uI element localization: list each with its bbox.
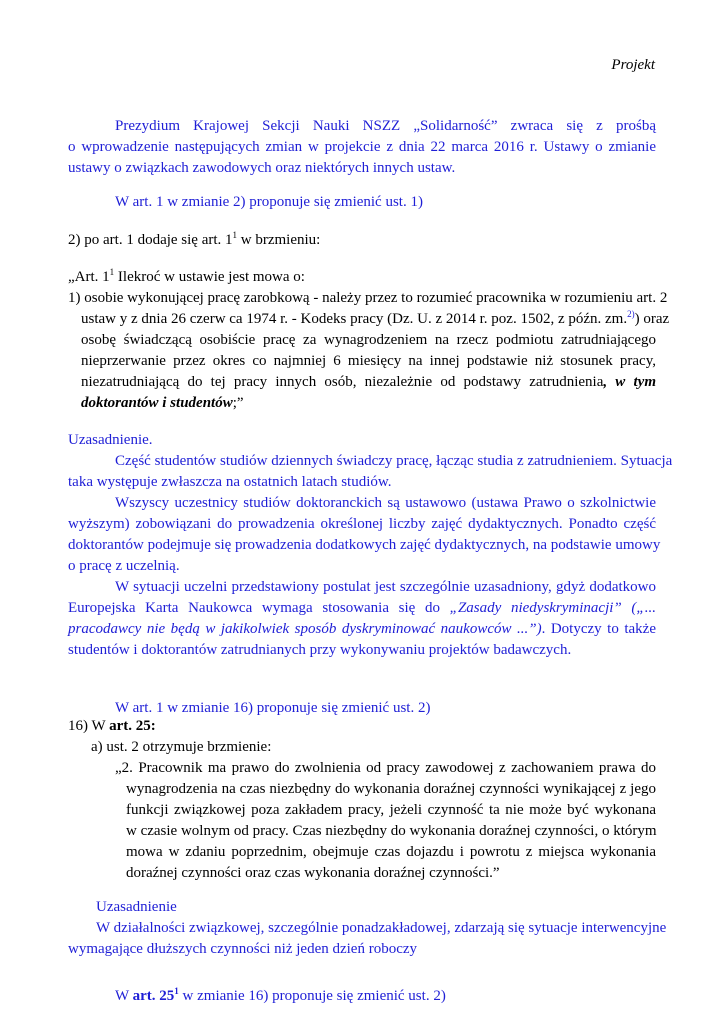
intro-line-3: ustawy o związkach zawodowych oraz niektórych innych ustaw.: [68, 160, 456, 176]
art-1-1-point-1-line-5: niezatrudniającą do tej pracy innych osób, niezależnie od podstawy zatrudnienia, w tym: [81, 374, 657, 390]
justification-1-title: Uzasadnienie.: [68, 432, 153, 448]
art-25-quote-line-1: „2. Pracownik ma prawo do zwolnienia od pracy zawodowej z zachowaniem prawa do: [115, 760, 656, 776]
art-1-1-point-1-line-2: ustaw y z dnia 26 czerw ca 1974 r. - Kodeks pracy (Dz. U. z 2014 r. poz. 1502, z późn. zm.$^{2)}$) oraz: [81, 309, 670, 327]
justification-1-line-6: o pracę z uczelnią.: [68, 558, 180, 574]
justification-1-line-8: Europejska Karta Naukowca wymaga stosowania się do „Zasady niedyskryminacji” („...: [68, 600, 657, 616]
justification-1-line-5: doktorantów podejmuje się prowadzenia dodatkowych zajęć dydaktycznych, na podstawie umowy: [68, 537, 661, 553]
justification-1-line-4: wyższym) zobowiązani do prowadzenia określonej liczby zajęć dydaktycznych. Ponadto część: [68, 516, 656, 532]
proposal-1: W art. 1 w zmianie 2) proponuje się zmienić ust. 1): [115, 194, 423, 210]
art-25-quote-line-6: doraźnej czynności oraz czas wykonania doraźnej czynności.”: [126, 865, 500, 881]
amendment-16-heading: 16) W art. 25:: [68, 718, 156, 734]
art-1-1-point-1-line-1: 1) osobie wykonującej pracę zarobkową - należy przez to rozumieć pracownika w rozumieniu art. 2: [68, 290, 668, 306]
art-1-1-point-1-line-3: osobę świadczącą osobiście pracę za wynagrodzeniem na rzecz podmiotu zatrudniającego: [81, 332, 656, 348]
justification-1-line-10: studentów i doktorantów zatrudnianych przy wykonywaniu projektów badawczych.: [68, 642, 572, 658]
intro-line-2: o wprowadzenie następujących zmian w projekcie z dnia 22 marca 2016 r. Ustawy o zmianie: [68, 139, 656, 155]
art-1-1-point-1-line-4: nieprzerwanie przez okres co najmniej 6 miesięcy na innej podstawie niż stosunek pracy,: [81, 353, 656, 369]
art-1-1-heading: „Art. $1^1$ Ilekroć w ustawie jest mowa o:: [68, 267, 305, 285]
justification-1-line-2: taka występuje zwłaszcza na ostatnich latach studiów.: [68, 474, 392, 490]
art-1-1-point-1-line-6: doktorantów i studentów;”: [81, 395, 244, 411]
amendment-2-heading: 2) po art. 1 dodaje się art. $1^1$ w brzmieniu:: [68, 230, 321, 248]
amendment-16-sub-a: a) ust. 2 otrzymuje brzmienie:: [91, 739, 272, 755]
justification-2-line-2: wymagające dłuższych czynności niż jeden dzień roboczy: [68, 941, 418, 957]
justification-2-line-1: W działalności związkowej, szczególnie ponadzakładowej, zdarzają się sytuacje interwencyjne: [96, 920, 667, 936]
proposal-2: W art. 1 w zmianie 16) proponuje się zmienić ust. 2): [115, 700, 431, 716]
justification-1-line-9: pracodawcy nie będą w jakikolwiek sposób dyskryminować naukowców ...”). Dotyczy to także: [68, 621, 656, 637]
art-25-quote-line-3: funkcji związkowej poza zakładem pracy, jeżeli czynność ta nie może być wykonana: [126, 802, 656, 818]
art-25-quote-line-4: w czasie wolnym od pracy. Czas niezbędny do wykonania doraźnej czynności, o którym: [126, 823, 657, 839]
justification-2-title: Uzasadnienie: [96, 899, 177, 915]
justification-1-line-7: W sytuacji uczelni przedstawiony postulat jest szczególnie uzasadniony, gdyż dodatkowo: [115, 579, 656, 595]
intro-line-1: Prezydium Krajowej Sekcji Nauki NSZZ „Solidarność” zwraca się z prośbą: [115, 118, 656, 134]
proposal-3: W art. $25^1$ w zmianie 16) proponuje się zmienić ust. 2): [115, 986, 446, 1004]
art-25-quote-line-5: mowa w zdaniu poprzednim, obejmuje czas dojazdu i powrotu z miejsca wykonania: [126, 844, 656, 860]
justification-1-line-1: Część studentów studiów dziennych świadczy pracę, łącząc studia z zatrudnieniem. Sytuacja: [115, 453, 673, 469]
header-label: Projekt: [611, 57, 655, 73]
art-25-quote-line-2: wynagrodzenia na czas niezbędny do wykonania doraźnej czynności wynikającej z jego: [126, 781, 656, 797]
justification-1-line-3: Wszyscy uczestnicy studiów doktoranckich są ustawowo (ustawa Prawo o szkolnictwie: [115, 495, 656, 511]
